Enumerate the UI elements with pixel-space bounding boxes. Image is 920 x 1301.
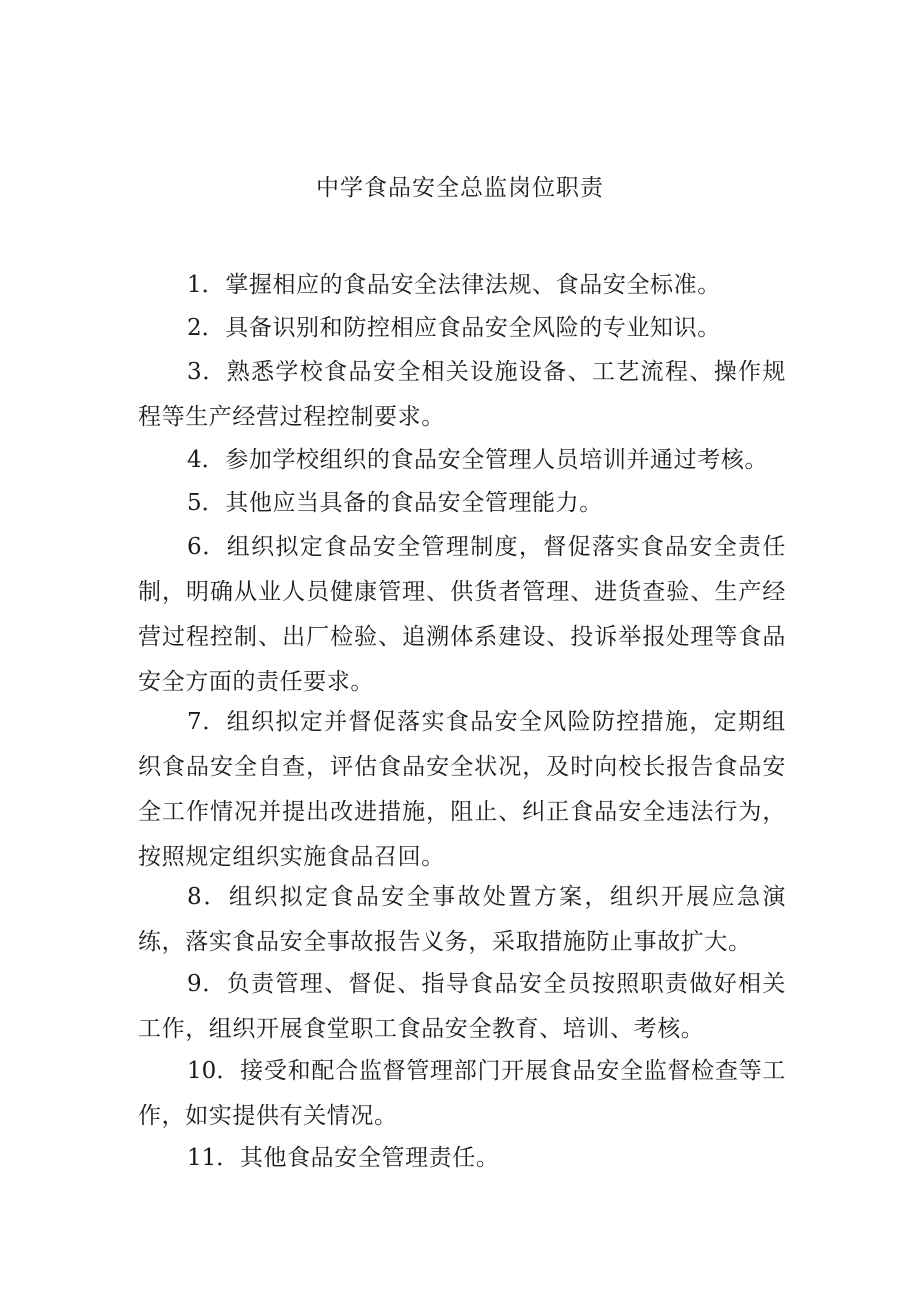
item-text: ．负责管理、督促、指导食品安全员按照职责做好相关工作，组织开展食堂职工食品安全教育、培训、考核。	[138, 971, 786, 1042]
list-item-4	[138, 438, 786, 483]
item-number: 2	[187, 315, 202, 341]
list-item-5	[138, 481, 786, 526]
item-text: ．参加学校组织的食品安全管理人员培训并通过考核。	[201, 447, 769, 473]
list-item-2	[138, 306, 786, 351]
item-text: ．具备识别和防控相应食品安全风险的专业知识。	[201, 315, 721, 341]
item-text: ．其他食品安全管理责任。	[216, 1145, 500, 1171]
item-number: 8	[187, 884, 202, 910]
list-item-3	[138, 350, 786, 440]
item-number: 3	[187, 359, 202, 385]
item-number: 7	[187, 709, 202, 735]
item-text: ．接受和配合监督管理部门开展食品安全监督检查等工作，如实提供有关情况。	[138, 1058, 786, 1129]
list-item-11	[138, 1136, 786, 1181]
item-text: ．其他应当具备的食品安全管理能力。	[201, 490, 603, 516]
item-number: 10	[187, 1058, 217, 1084]
item-number: 9	[187, 971, 202, 997]
item-text: ．熟悉学校食品安全相关设施设备、工艺流程、操作规程等生产经营过程控制要求。	[138, 359, 786, 430]
document-title: 中学食品安全总监岗位职责	[316, 175, 604, 201]
list-item-10	[138, 1049, 786, 1139]
list-item-1	[138, 263, 786, 308]
item-number: 4	[187, 447, 202, 473]
item-text: ．组织拟定食品安全管理制度，督促落实食品安全责任制，明确从业人员健康管理、供货者管理、进货查验、生产经营过程控制、出厂检验、追溯体系建设、投诉举报处理等食品安全方面的责任要求。	[138, 534, 786, 695]
item-number: 1	[187, 272, 202, 298]
item-text: ．组织拟定并督促落实食品安全风险防控措施，定期组织食品安全自查，评估食品安全状况，及时向校长报告食品安全工作情况并提出改进措施，阻止、纠正食品安全违法行为，按照规定组织实施食品召回。	[138, 709, 786, 870]
list-item-8	[138, 875, 786, 965]
item-text: ．掌握相应的食品安全法律法规、食品安全标准。	[201, 272, 721, 298]
item-number: 5	[187, 490, 202, 516]
item-number: 6	[187, 534, 202, 560]
list-item-9	[138, 962, 786, 1052]
item-number: 11	[187, 1145, 217, 1171]
item-text: ．组织拟定食品安全事故处置方案，组织开展应急演练，落实食品安全事故报告义务，采取措施防止事故扩大。	[138, 884, 786, 955]
list-item-6	[138, 525, 786, 705]
list-item-7	[138, 700, 786, 880]
